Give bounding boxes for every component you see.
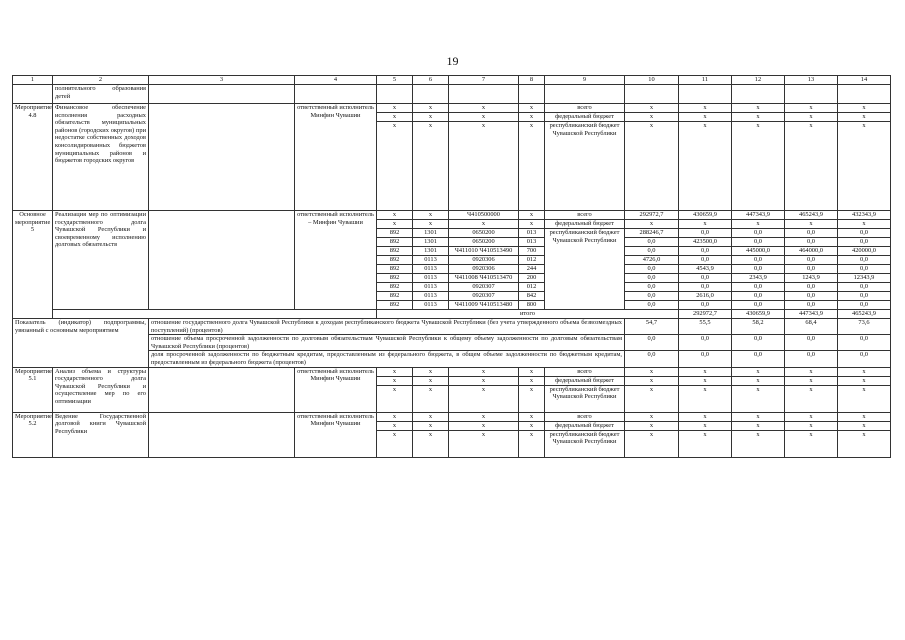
- table-cell: [149, 85, 295, 104]
- value-cell: 0,0: [679, 301, 732, 310]
- value-cell: 445000,0: [732, 247, 785, 256]
- table-row: [13, 104, 891, 113]
- table-cell: x: [413, 430, 449, 457]
- value-cell: 0,0: [838, 229, 891, 238]
- itogo-value: 430659,9: [732, 310, 785, 319]
- table-cell: x: [519, 376, 545, 385]
- table-cell: x: [838, 220, 891, 229]
- indicator-value: 55,5: [679, 319, 732, 335]
- table-cell: x: [732, 421, 785, 430]
- table-cell: 842: [519, 292, 545, 301]
- table-cell: x: [625, 421, 679, 430]
- table-cell: x: [838, 430, 891, 457]
- table-cell: [625, 85, 679, 104]
- table-row: [13, 76, 891, 85]
- table-row: [13, 367, 891, 376]
- table-cell: x: [679, 220, 732, 229]
- table-cell: x: [625, 122, 679, 211]
- value-cell: 0,0: [838, 301, 891, 310]
- table-cell: 0113: [413, 265, 449, 274]
- table-cell: x: [679, 122, 732, 211]
- table-cell: x: [838, 412, 891, 421]
- table-cell: x: [679, 430, 732, 457]
- value-cell: 0,0: [679, 229, 732, 238]
- value-cell: 0,0: [732, 292, 785, 301]
- table-cell: x: [625, 430, 679, 457]
- value-cell: 2616,0: [679, 292, 732, 301]
- source-total: всего: [545, 367, 625, 376]
- table-cell: 0650200: [449, 229, 519, 238]
- activity-name: Реализация мер по оптимизации государственного долга Чувашской Республики и своевременному исполнению долговых обязательств: [53, 211, 149, 310]
- value-cell: 0,0: [625, 247, 679, 256]
- table-cell: x: [449, 104, 519, 113]
- activity-name: Анализ объема и структуры государственного долга Чувашской Республики и осуществление мер по его оптимизации: [53, 367, 149, 412]
- table-cell: 892: [377, 301, 413, 310]
- table-cell: x: [519, 421, 545, 430]
- indicator-value: 0,0: [625, 335, 679, 351]
- table-cell: [149, 367, 295, 412]
- value-cell: 0,0: [838, 292, 891, 301]
- table-cell: 0113: [413, 274, 449, 283]
- header-col-14: 14: [838, 76, 891, 85]
- table-cell: x: [785, 376, 838, 385]
- value-cell: 0,0: [679, 247, 732, 256]
- responsible-cell: ответственный исполнитель – Минфин Чувашии: [295, 211, 377, 310]
- table-cell: x: [679, 421, 732, 430]
- table-cell: x: [449, 122, 519, 211]
- value-cell: 465243,9: [785, 211, 838, 220]
- value-cell: 0,0: [625, 283, 679, 292]
- value-cell: 430659,9: [679, 211, 732, 220]
- header-col-1: 1: [13, 76, 53, 85]
- table-cell: x: [732, 376, 785, 385]
- indicator-value: 73,6: [838, 319, 891, 335]
- source-total: всего: [545, 104, 625, 113]
- table-cell: 892: [377, 292, 413, 301]
- table-cell: 1301: [413, 238, 449, 247]
- table-cell: x: [732, 104, 785, 113]
- table-cell: x: [449, 376, 519, 385]
- table-cell: x: [377, 430, 413, 457]
- value-cell: 0,0: [785, 301, 838, 310]
- header-col-7: 7: [449, 76, 519, 85]
- table-cell: x: [413, 385, 449, 412]
- table-cell: x: [732, 367, 785, 376]
- table-cell: x: [413, 421, 449, 430]
- table-cell: Ч410500000: [449, 211, 519, 220]
- table-cell: 892: [377, 283, 413, 292]
- value-cell: 292972,7: [625, 211, 679, 220]
- activity-code: Мероприятие 4.8: [13, 104, 53, 211]
- table-cell: x: [519, 367, 545, 376]
- table-cell: 0920307: [449, 283, 519, 292]
- table-cell: 892: [377, 238, 413, 247]
- budget-table-body: [13, 76, 891, 458]
- table-cell: x: [625, 376, 679, 385]
- table-cell: x: [413, 220, 449, 229]
- activity-name: Ведение Государственной долговой книги Чувашской Республики: [53, 412, 149, 457]
- source-total: всего: [545, 211, 625, 220]
- value-cell: 0,0: [625, 265, 679, 274]
- table-cell: x: [519, 412, 545, 421]
- header-col-3: 3: [149, 76, 295, 85]
- table-cell: x: [519, 385, 545, 412]
- source-federal: федеральный бюджет: [545, 113, 625, 122]
- table-cell: x: [625, 385, 679, 412]
- table-cell: [785, 85, 838, 104]
- table-cell: 0113: [413, 256, 449, 265]
- table-cell: x: [838, 367, 891, 376]
- table-row: [13, 85, 891, 104]
- table-cell: x: [785, 430, 838, 457]
- header-col-12: 12: [732, 76, 785, 85]
- indicator-text: отношение государственного долга Чувашской Республики к доходам республиканского бюджета Чувашской Республики (без учета утвержденного объема безвозмездных поступлений) (процентов): [149, 319, 625, 335]
- table-cell: x: [449, 385, 519, 412]
- table-cell: x: [625, 220, 679, 229]
- value-cell: 288246,7: [625, 229, 679, 238]
- table-cell: x: [519, 113, 545, 122]
- table-cell: 0650200: [449, 238, 519, 247]
- table-cell: x: [785, 385, 838, 412]
- table-cell: [732, 85, 785, 104]
- source-federal: федеральный бюджет: [545, 220, 625, 229]
- table-cell: x: [377, 122, 413, 211]
- table-cell: x: [519, 220, 545, 229]
- table-cell: x: [377, 376, 413, 385]
- indicator-text: отношение объема просроченной задолженности по долговым обязательствам Чувашской Республики к общему объему задолженности по долговым обязательствам Чувашской Республики (процентов): [149, 335, 625, 351]
- value-cell: 0,0: [625, 301, 679, 310]
- table-cell: x: [519, 211, 545, 220]
- table-row: [13, 211, 891, 220]
- table-cell: x: [838, 421, 891, 430]
- table-cell: x: [519, 122, 545, 211]
- table-cell: Ч411008 Ч410513470: [449, 274, 519, 283]
- table-cell: [679, 85, 732, 104]
- value-cell: 0,0: [679, 274, 732, 283]
- table-cell: x: [413, 113, 449, 122]
- table-cell: 0113: [413, 283, 449, 292]
- table-cell: 892: [377, 247, 413, 256]
- responsible-cell: ответственный исполнитель Минфин Чувашии: [295, 412, 377, 457]
- table-cell: x: [785, 104, 838, 113]
- activity-code: Основное мероприятие 5: [13, 211, 53, 319]
- table-cell: x: [838, 385, 891, 412]
- indicator-value: 0,0: [732, 335, 785, 351]
- value-cell: 0,0: [732, 265, 785, 274]
- table-cell: x: [732, 412, 785, 421]
- table-cell: x: [519, 430, 545, 457]
- table-cell: x: [838, 122, 891, 211]
- table-cell: [149, 412, 295, 457]
- table-cell: 013: [519, 238, 545, 247]
- table-cell: [838, 85, 891, 104]
- value-cell: 4726,0: [625, 256, 679, 265]
- table-cell: [449, 85, 519, 104]
- table-cell: [295, 85, 377, 104]
- table-cell: 0920306: [449, 256, 519, 265]
- table-cell: x: [413, 211, 449, 220]
- table-cell: Ч411009 Ч410513480: [449, 301, 519, 310]
- value-cell: 432343,9: [838, 211, 891, 220]
- header-col-4: 4: [295, 76, 377, 85]
- table-cell: 0113: [413, 301, 449, 310]
- value-cell: 0,0: [732, 229, 785, 238]
- value-cell: 0,0: [838, 256, 891, 265]
- table-row: [13, 310, 891, 319]
- source-total: всего: [545, 412, 625, 421]
- table-cell: 200: [519, 274, 545, 283]
- table-cell: x: [377, 113, 413, 122]
- table-cell: x: [377, 211, 413, 220]
- itogo-value: 465243,9: [838, 310, 891, 319]
- source-republican: республиканский бюджет Чувашской Республики: [545, 122, 625, 211]
- source-federal: федеральный бюджет: [545, 376, 625, 385]
- itogo-value: 447343,9: [785, 310, 838, 319]
- table-cell: [53, 310, 377, 319]
- header-col-11: 11: [679, 76, 732, 85]
- indicator-value: 0,0: [679, 335, 732, 351]
- table-cell: x: [377, 104, 413, 113]
- table-cell: x: [838, 376, 891, 385]
- table-cell: 012: [519, 283, 545, 292]
- budget-table: [12, 75, 891, 458]
- table-cell: x: [413, 412, 449, 421]
- table-cell: x: [785, 220, 838, 229]
- activity-name: полнительного образования детей: [53, 85, 149, 104]
- value-cell: 0,0: [732, 238, 785, 247]
- value-cell: 423500,0: [679, 238, 732, 247]
- value-cell: 0,0: [785, 265, 838, 274]
- table-cell: [545, 85, 625, 104]
- activity-code: Мероприятие 5.1: [13, 367, 53, 412]
- table-cell: 800: [519, 301, 545, 310]
- indicator-value: 0,0: [785, 351, 838, 367]
- value-cell: 0,0: [625, 274, 679, 283]
- table-row: [13, 319, 891, 335]
- activity-name: Финансовое обеспечение исполнения расходных обязательств муниципальных районов (городских округов) при недостатке собственных доходов консолидированных бюджетов муниципальных районов и бюджетов городских округов: [53, 104, 149, 211]
- table-cell: [519, 85, 545, 104]
- header-col-8: 8: [519, 76, 545, 85]
- header-col-2: 2: [53, 76, 149, 85]
- table-cell: x: [679, 412, 732, 421]
- table-cell: x: [377, 421, 413, 430]
- table-cell: 1301: [413, 229, 449, 238]
- table-cell: x: [625, 104, 679, 113]
- page-number: 19: [446, 54, 459, 68]
- value-cell: 420000,0: [838, 247, 891, 256]
- table-cell: x: [449, 412, 519, 421]
- value-cell: 0,0: [838, 283, 891, 292]
- table-cell: x: [785, 113, 838, 122]
- table-cell: x: [732, 385, 785, 412]
- value-cell: 0,0: [785, 238, 838, 247]
- indicator-value: 58,2: [732, 319, 785, 335]
- table-row: [13, 412, 891, 421]
- value-cell: 2343,9: [732, 274, 785, 283]
- table-cell: x: [449, 220, 519, 229]
- source-republican: республиканский бюджет Чувашской Республики: [545, 430, 625, 457]
- value-cell: 0,0: [785, 292, 838, 301]
- table-cell: x: [377, 367, 413, 376]
- header-col-6: 6: [413, 76, 449, 85]
- table-cell: 012: [519, 256, 545, 265]
- value-cell: 12343,9: [838, 274, 891, 283]
- indicator-text: доля просроченной задолженности по бюджетным кредитам, предоставленным из федерального бюджета, в общем объеме задолженности по бюджетным кредитам, предоставленным из федерального бюджета (процентов): [149, 351, 625, 367]
- indicator-label: Показатель (индикатор) подпрограммы, увязанный с основным мероприятием: [13, 319, 149, 368]
- value-cell: 0,0: [625, 292, 679, 301]
- table-cell: 892: [377, 274, 413, 283]
- table-cell: x: [449, 113, 519, 122]
- table-cell: 0113: [413, 292, 449, 301]
- table-cell: x: [377, 385, 413, 412]
- table-cell: 244: [519, 265, 545, 274]
- value-cell: 447343,9: [732, 211, 785, 220]
- table-cell: 0920307: [449, 292, 519, 301]
- table-cell: x: [838, 113, 891, 122]
- value-cell: 0,0: [732, 301, 785, 310]
- table-cell: 013: [519, 229, 545, 238]
- table-cell: x: [679, 104, 732, 113]
- table-cell: x: [449, 421, 519, 430]
- table-cell: 1301: [413, 247, 449, 256]
- table-cell: x: [625, 113, 679, 122]
- table-cell: 892: [377, 256, 413, 265]
- table-cell: x: [679, 385, 732, 412]
- value-cell: 0,0: [785, 256, 838, 265]
- value-cell: 0,0: [785, 229, 838, 238]
- value-cell: 0,0: [679, 256, 732, 265]
- indicator-value: 0,0: [785, 335, 838, 351]
- table-cell: 892: [377, 265, 413, 274]
- source-republican: республиканский бюджет Чувашской Республики: [545, 385, 625, 412]
- header-col-9: 9: [545, 76, 625, 85]
- table-cell: x: [838, 104, 891, 113]
- responsible-cell: ответственный исполнитель Минфин Чувашии: [295, 104, 377, 211]
- table-cell: x: [732, 122, 785, 211]
- table-cell: x: [377, 220, 413, 229]
- table-cell: x: [413, 104, 449, 113]
- table-cell: x: [519, 104, 545, 113]
- value-cell: 0,0: [785, 283, 838, 292]
- code-cell: [13, 85, 53, 104]
- table-cell: x: [377, 412, 413, 421]
- table-cell: x: [785, 412, 838, 421]
- responsible-cell: ответственный исполнитель Минфин Чувашии: [295, 367, 377, 412]
- indicator-value: 0,0: [679, 351, 732, 367]
- header-col-10: 10: [625, 76, 679, 85]
- table-cell: Ч411010 Ч410513490: [449, 247, 519, 256]
- table-cell: [149, 104, 295, 211]
- value-cell: 1243,9: [785, 274, 838, 283]
- table-cell: x: [732, 430, 785, 457]
- indicator-value: 0,0: [838, 351, 891, 367]
- table-cell: 0920306: [449, 265, 519, 274]
- table-cell: x: [449, 367, 519, 376]
- value-cell: 0,0: [732, 283, 785, 292]
- value-cell: 4543,9: [679, 265, 732, 274]
- table-cell: [413, 85, 449, 104]
- table-cell: x: [732, 113, 785, 122]
- table-cell: x: [679, 367, 732, 376]
- source-federal: федеральный бюджет: [545, 421, 625, 430]
- header-col-5: 5: [377, 76, 413, 85]
- table-cell: x: [785, 367, 838, 376]
- table-cell: x: [785, 122, 838, 211]
- table-cell: [149, 211, 295, 310]
- value-cell: 464000,0: [785, 247, 838, 256]
- table-cell: x: [413, 376, 449, 385]
- table-cell: x: [413, 122, 449, 211]
- table-cell: x: [625, 412, 679, 421]
- table-cell: x: [785, 421, 838, 430]
- table-cell: x: [625, 367, 679, 376]
- value-cell: 0,0: [625, 238, 679, 247]
- value-cell: 0,0: [838, 265, 891, 274]
- indicator-value: 68,4: [785, 319, 838, 335]
- indicator-value: 0,0: [732, 351, 785, 367]
- table-cell: x: [413, 367, 449, 376]
- table-cell: x: [732, 220, 785, 229]
- table-cell: x: [679, 113, 732, 122]
- table-cell: [377, 85, 413, 104]
- itogo-value: 292972,7: [679, 310, 732, 319]
- table-cell: 700: [519, 247, 545, 256]
- table-cell: x: [449, 430, 519, 457]
- value-cell: 0,0: [732, 256, 785, 265]
- indicator-value: 54,7: [625, 319, 679, 335]
- table-cell: 892: [377, 229, 413, 238]
- table-cell: x: [679, 376, 732, 385]
- indicator-value: 0,0: [838, 335, 891, 351]
- value-cell: 0,0: [679, 283, 732, 292]
- header-col-13: 13: [785, 76, 838, 85]
- itogo-label: итого: [377, 310, 679, 319]
- source-republican: республиканский бюджет Чувашской Республики: [545, 229, 625, 310]
- activity-code: Мероприятие 5.2: [13, 412, 53, 457]
- indicator-value: 0,0: [625, 351, 679, 367]
- value-cell: 0,0: [838, 238, 891, 247]
